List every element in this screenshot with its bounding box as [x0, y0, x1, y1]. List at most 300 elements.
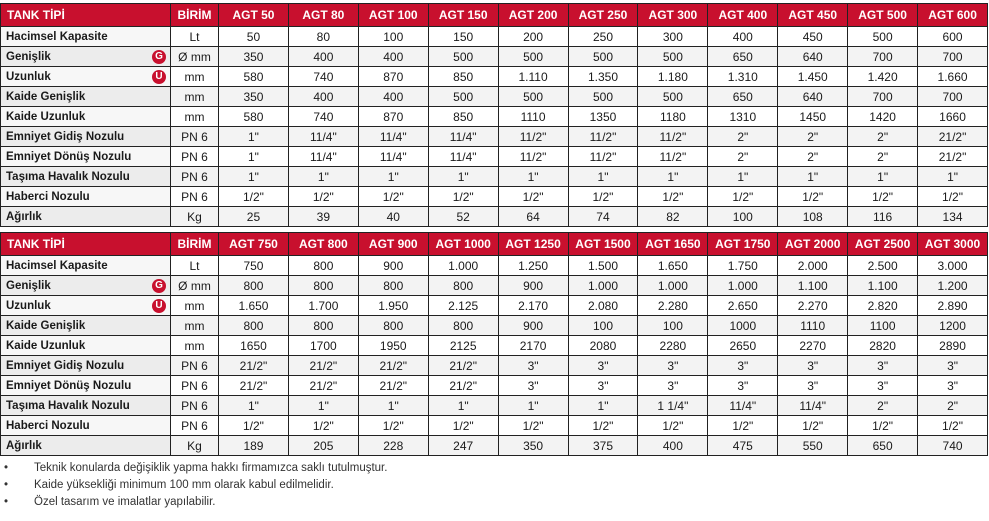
value-cell: 100 — [358, 27, 428, 47]
value-cell: 11/2" — [638, 127, 708, 147]
value-cell: 3" — [918, 356, 988, 376]
value-cell: 21/2" — [219, 356, 289, 376]
unit-cell: PN 6 — [171, 396, 219, 416]
value-cell: 2125 — [428, 336, 498, 356]
value-cell: 580 — [219, 67, 289, 87]
value-cell: 134 — [918, 207, 988, 227]
row-label: Emniyet Gidiş Nozulu — [6, 130, 125, 143]
value-cell: 1" — [428, 167, 498, 187]
value-cell: 100 — [708, 207, 778, 227]
row-label: Uzunluk — [6, 70, 51, 83]
unit-cell: mm — [171, 296, 219, 316]
value-cell: 1/2" — [428, 187, 498, 207]
table-row — [1, 127, 988, 147]
value-cell: 500 — [568, 87, 638, 107]
model-header: AGT 400 — [708, 4, 778, 27]
row-label-cell — [1, 107, 171, 127]
value-cell: 2" — [708, 147, 778, 167]
value-cell: 1/2" — [638, 416, 708, 436]
value-cell: 1/2" — [568, 187, 638, 207]
value-cell: 3" — [918, 376, 988, 396]
row-label: Kaide Uzunluk — [6, 110, 86, 123]
value-cell: 550 — [778, 436, 848, 456]
model-header: AGT 50 — [219, 4, 289, 27]
value-cell: 11/4" — [288, 147, 358, 167]
unit-cell: PN 6 — [171, 147, 219, 167]
table-row — [1, 436, 988, 456]
value-cell: 250 — [568, 27, 638, 47]
value-cell: 3" — [708, 376, 778, 396]
row-label-cell — [1, 296, 171, 316]
unit-cell: Ø mm — [171, 276, 219, 296]
bullet-icon: • — [4, 479, 9, 491]
value-cell: 1.650 — [219, 296, 289, 316]
width-badge-icon: G — [152, 279, 166, 293]
length-badge-icon: U — [152, 299, 166, 313]
row-label: Emniyet Dönüş Nozulu — [6, 379, 132, 392]
table-row — [1, 276, 988, 296]
model-header: AGT 80 — [288, 4, 358, 27]
value-cell: 100 — [568, 316, 638, 336]
value-cell: 300 — [638, 27, 708, 47]
footnote-text: Teknik konularda değişiklik yapma hakkı firmamızca saklı tutulmuştur. — [34, 462, 388, 474]
value-cell: 11/2" — [638, 147, 708, 167]
value-cell: 1/2" — [848, 187, 918, 207]
value-cell: 850 — [428, 107, 498, 127]
value-cell: 21/2" — [358, 356, 428, 376]
model-header: AGT 2000 — [778, 233, 848, 256]
value-cell: 39 — [288, 207, 358, 227]
table-row — [1, 187, 988, 207]
value-cell: 3" — [498, 356, 568, 376]
value-cell: 700 — [848, 47, 918, 67]
table-row — [1, 256, 988, 276]
value-cell: 40 — [358, 207, 428, 227]
value-cell: 1" — [708, 167, 778, 187]
value-cell: 1.420 — [848, 67, 918, 87]
value-cell: 650 — [848, 436, 918, 456]
value-cell: 1" — [428, 396, 498, 416]
table-row — [1, 27, 988, 47]
value-cell: 800 — [288, 276, 358, 296]
value-cell: 900 — [498, 316, 568, 336]
value-cell: 1/2" — [568, 416, 638, 436]
footnote-text: Kaide yüksekliği minimum 100 mm olarak kabul edilmelidir. — [34, 479, 334, 491]
model-header: AGT 800 — [288, 233, 358, 256]
table-row — [1, 147, 988, 167]
value-cell: 1.310 — [708, 67, 778, 87]
unit-cell: Kg — [171, 436, 219, 456]
model-header: AGT 2500 — [848, 233, 918, 256]
value-cell: 1" — [568, 167, 638, 187]
row-label-cell — [1, 336, 171, 356]
value-cell: 2" — [848, 147, 918, 167]
value-cell: 1.700 — [288, 296, 358, 316]
value-cell: 640 — [778, 87, 848, 107]
row-label: Kaide Genişlik — [6, 319, 86, 332]
value-cell: 116 — [848, 207, 918, 227]
model-header: AGT 500 — [848, 4, 918, 27]
value-cell: 189 — [219, 436, 289, 456]
value-cell: 500 — [498, 47, 568, 67]
value-cell: 500 — [498, 87, 568, 107]
value-cell: 1/2" — [778, 416, 848, 436]
tank-type-header: TANK TİPİ — [1, 233, 171, 256]
unit-cell: mm — [171, 87, 219, 107]
value-cell: 1" — [219, 127, 289, 147]
value-cell: 800 — [219, 316, 289, 336]
value-cell: 1/2" — [918, 187, 988, 207]
footnote-item — [0, 477, 989, 494]
value-cell: 11/4" — [358, 147, 428, 167]
value-cell: 1.450 — [778, 67, 848, 87]
unit-cell: PN 6 — [171, 187, 219, 207]
unit-header: BİRİM — [171, 4, 219, 27]
bullet-icon: • — [4, 496, 9, 508]
value-cell: 2" — [778, 127, 848, 147]
value-cell: 1/2" — [428, 416, 498, 436]
unit-cell: PN 6 — [171, 376, 219, 396]
value-cell: 2.270 — [778, 296, 848, 316]
model-header: AGT 300 — [638, 4, 708, 27]
value-cell: 1/2" — [288, 187, 358, 207]
model-header: AGT 450 — [778, 4, 848, 27]
model-header: AGT 750 — [219, 233, 289, 256]
value-cell: 1.100 — [848, 276, 918, 296]
value-cell: 1.660 — [918, 67, 988, 87]
value-cell: 11/2" — [498, 127, 568, 147]
row-label-cell — [1, 276, 171, 296]
value-cell: 2" — [708, 127, 778, 147]
row-label-cell — [1, 87, 171, 107]
row-label-cell — [1, 256, 171, 276]
value-cell: 400 — [358, 87, 428, 107]
value-cell: 1.180 — [638, 67, 708, 87]
value-cell: 2280 — [638, 336, 708, 356]
value-cell: 1" — [219, 396, 289, 416]
value-cell: 200 — [498, 27, 568, 47]
value-cell: 1/2" — [498, 416, 568, 436]
width-badge-icon: G — [152, 50, 166, 64]
header-row — [1, 4, 988, 27]
value-cell: 1350 — [568, 107, 638, 127]
value-cell: 1100 — [848, 316, 918, 336]
value-cell: 205 — [288, 436, 358, 456]
value-cell: 1 1/4" — [638, 396, 708, 416]
row-label: Kaide Uzunluk — [6, 339, 86, 352]
row-label-cell — [1, 147, 171, 167]
value-cell: 1110 — [498, 107, 568, 127]
value-cell: 11/4" — [778, 396, 848, 416]
value-cell: 1.350 — [568, 67, 638, 87]
unit-cell: mm — [171, 67, 219, 87]
value-cell: 870 — [358, 107, 428, 127]
table-row — [1, 47, 988, 67]
value-cell: 2650 — [708, 336, 778, 356]
value-cell: 1/2" — [848, 416, 918, 436]
value-cell: 150 — [428, 27, 498, 47]
value-cell: 21/2" — [358, 376, 428, 396]
unit-cell: Ø mm — [171, 47, 219, 67]
value-cell: 2" — [848, 396, 918, 416]
value-cell: 2.000 — [778, 256, 848, 276]
row-label-cell — [1, 67, 171, 87]
value-cell: 11/2" — [568, 127, 638, 147]
value-cell: 650 — [708, 47, 778, 67]
value-cell: 1/2" — [358, 187, 428, 207]
value-cell: 1" — [848, 167, 918, 187]
value-cell: 740 — [288, 107, 358, 127]
value-cell: 1450 — [778, 107, 848, 127]
value-cell: 1200 — [918, 316, 988, 336]
row-label: Haberci Nozulu — [6, 419, 90, 432]
unit-cell: Kg — [171, 207, 219, 227]
value-cell: 2.080 — [568, 296, 638, 316]
row-label-cell — [1, 416, 171, 436]
value-cell: 52 — [428, 207, 498, 227]
value-cell: 1650 — [219, 336, 289, 356]
model-header: AGT 200 — [498, 4, 568, 27]
row-label-cell — [1, 396, 171, 416]
row-label: Emniyet Gidiş Nozulu — [6, 359, 125, 372]
value-cell: 1/2" — [638, 187, 708, 207]
value-cell: 21/2" — [918, 127, 988, 147]
value-cell: 1.200 — [918, 276, 988, 296]
value-cell: 2270 — [778, 336, 848, 356]
unit-cell: PN 6 — [171, 416, 219, 436]
value-cell: 2080 — [568, 336, 638, 356]
value-cell: 1.000 — [428, 256, 498, 276]
value-cell: 800 — [428, 316, 498, 336]
value-cell: 21/2" — [288, 376, 358, 396]
value-cell: 1/2" — [219, 187, 289, 207]
value-cell: 1" — [498, 396, 568, 416]
value-cell: 375 — [568, 436, 638, 456]
value-cell: 1/2" — [219, 416, 289, 436]
value-cell: 25 — [219, 207, 289, 227]
row-label-cell — [1, 316, 171, 336]
value-cell: 650 — [708, 87, 778, 107]
table-row — [1, 336, 988, 356]
value-cell: 1/2" — [498, 187, 568, 207]
footnotes — [0, 460, 989, 511]
tank-type-header: TANK TİPİ — [1, 4, 171, 27]
table-row — [1, 356, 988, 376]
table-row — [1, 296, 988, 316]
value-cell: 800 — [358, 276, 428, 296]
value-cell: 3" — [568, 376, 638, 396]
model-header: AGT 250 — [568, 4, 638, 27]
value-cell: 228 — [358, 436, 428, 456]
value-cell: 2.820 — [848, 296, 918, 316]
model-header: AGT 150 — [428, 4, 498, 27]
value-cell: 800 — [288, 256, 358, 276]
row-label-cell — [1, 356, 171, 376]
value-cell: 3" — [708, 356, 778, 376]
unit-cell: PN 6 — [171, 356, 219, 376]
row-label: Hacimsel Kapasite — [6, 259, 108, 272]
model-header: AGT 3000 — [918, 233, 988, 256]
value-cell: 800 — [219, 276, 289, 296]
value-cell: 600 — [918, 27, 988, 47]
value-cell: 700 — [918, 47, 988, 67]
value-cell: 11/4" — [358, 127, 428, 147]
model-header: AGT 100 — [358, 4, 428, 27]
value-cell: 350 — [219, 47, 289, 67]
value-cell: 870 — [358, 67, 428, 87]
value-cell: 740 — [288, 67, 358, 87]
value-cell: 3" — [848, 376, 918, 396]
value-cell: 1.750 — [708, 256, 778, 276]
footnote-item — [0, 494, 989, 511]
value-cell: 21/2" — [288, 356, 358, 376]
unit-cell: mm — [171, 107, 219, 127]
row-label: Genişlik — [6, 279, 51, 292]
table-row — [1, 416, 988, 436]
value-cell: 400 — [288, 47, 358, 67]
unit-cell: Lt — [171, 256, 219, 276]
value-cell: 580 — [219, 107, 289, 127]
value-cell: 1110 — [778, 316, 848, 336]
row-label-cell — [1, 27, 171, 47]
value-cell: 80 — [288, 27, 358, 47]
value-cell: 3" — [568, 356, 638, 376]
value-cell: 3.000 — [918, 256, 988, 276]
value-cell: 500 — [638, 47, 708, 67]
value-cell: 400 — [638, 436, 708, 456]
value-cell: 1" — [219, 147, 289, 167]
value-cell: 1.250 — [498, 256, 568, 276]
value-cell: 2.170 — [498, 296, 568, 316]
value-cell: 1.000 — [638, 276, 708, 296]
value-cell: 1950 — [358, 336, 428, 356]
value-cell: 1180 — [638, 107, 708, 127]
value-cell: 247 — [428, 436, 498, 456]
value-cell: 2170 — [498, 336, 568, 356]
value-cell: 740 — [918, 436, 988, 456]
value-cell: 900 — [358, 256, 428, 276]
value-cell: 1420 — [848, 107, 918, 127]
value-cell: 3" — [638, 376, 708, 396]
value-cell: 82 — [638, 207, 708, 227]
spec-table-2 — [0, 232, 988, 456]
row-label: Ağırlık — [6, 439, 42, 452]
value-cell: 1000 — [708, 316, 778, 336]
value-cell: 108 — [778, 207, 848, 227]
value-cell: 1/2" — [288, 416, 358, 436]
value-cell: 2.280 — [638, 296, 708, 316]
value-cell: 2.890 — [918, 296, 988, 316]
table-row — [1, 376, 988, 396]
row-label: Kaide Genişlik — [6, 90, 86, 103]
value-cell: 1" — [568, 396, 638, 416]
value-cell: 1" — [219, 167, 289, 187]
value-cell: 1" — [638, 167, 708, 187]
value-cell: 1/2" — [358, 416, 428, 436]
value-cell: 3" — [778, 356, 848, 376]
value-cell: 350 — [219, 87, 289, 107]
value-cell: 800 — [358, 316, 428, 336]
value-cell: 2820 — [848, 336, 918, 356]
table-row — [1, 207, 988, 227]
value-cell: 1/2" — [778, 187, 848, 207]
value-cell: 21/2" — [219, 376, 289, 396]
value-cell: 100 — [638, 316, 708, 336]
table-row — [1, 316, 988, 336]
model-header: AGT 900 — [358, 233, 428, 256]
value-cell: 450 — [778, 27, 848, 47]
row-label-cell — [1, 127, 171, 147]
value-cell: 1.650 — [638, 256, 708, 276]
row-label-cell — [1, 47, 171, 67]
value-cell: 11/4" — [288, 127, 358, 147]
value-cell: 475 — [708, 436, 778, 456]
value-cell: 74 — [568, 207, 638, 227]
value-cell: 2.650 — [708, 296, 778, 316]
value-cell: 11/2" — [568, 147, 638, 167]
value-cell: 1.000 — [568, 276, 638, 296]
footnote-text: Özel tasarım ve imalatlar yapılabilir. — [34, 496, 216, 508]
value-cell: 1" — [918, 167, 988, 187]
value-cell: 1" — [288, 396, 358, 416]
value-cell: 640 — [778, 47, 848, 67]
row-label-cell — [1, 436, 171, 456]
table-row — [1, 167, 988, 187]
row-label: Haberci Nozulu — [6, 190, 90, 203]
table-row — [1, 87, 988, 107]
value-cell: 800 — [288, 316, 358, 336]
value-cell: 500 — [428, 47, 498, 67]
spec-table-1 — [0, 3, 988, 227]
value-cell: 21/2" — [428, 356, 498, 376]
value-cell: 11/4" — [708, 396, 778, 416]
header-row — [1, 233, 988, 256]
footnote-item — [0, 460, 989, 477]
row-label-cell — [1, 187, 171, 207]
value-cell: 500 — [568, 47, 638, 67]
model-header: AGT 1250 — [498, 233, 568, 256]
row-label: Hacimsel Kapasite — [6, 30, 108, 43]
value-cell: 500 — [638, 87, 708, 107]
value-cell: 1/2" — [708, 187, 778, 207]
unit-cell: mm — [171, 316, 219, 336]
row-label: Genişlik — [6, 50, 51, 63]
value-cell: 500 — [848, 27, 918, 47]
model-header: AGT 1000 — [428, 233, 498, 256]
value-cell: 1700 — [288, 336, 358, 356]
model-header: AGT 600 — [918, 4, 988, 27]
value-cell: 700 — [848, 87, 918, 107]
unit-cell: PN 6 — [171, 127, 219, 147]
table-row — [1, 396, 988, 416]
value-cell: 1.950 — [358, 296, 428, 316]
value-cell: 1.000 — [708, 276, 778, 296]
row-label: Emniyet Dönüş Nozulu — [6, 150, 132, 163]
model-header: AGT 1650 — [638, 233, 708, 256]
length-badge-icon: U — [152, 70, 166, 84]
table-row — [1, 67, 988, 87]
value-cell: 1" — [358, 167, 428, 187]
value-cell: 2890 — [918, 336, 988, 356]
bullet-icon: • — [4, 462, 9, 474]
value-cell: 2" — [848, 127, 918, 147]
value-cell: 1" — [498, 167, 568, 187]
row-label-cell — [1, 376, 171, 396]
value-cell: 3" — [848, 356, 918, 376]
value-cell: 11/4" — [428, 147, 498, 167]
value-cell: 3" — [778, 376, 848, 396]
row-label: Taşıma Havalık Nozulu — [6, 399, 130, 412]
